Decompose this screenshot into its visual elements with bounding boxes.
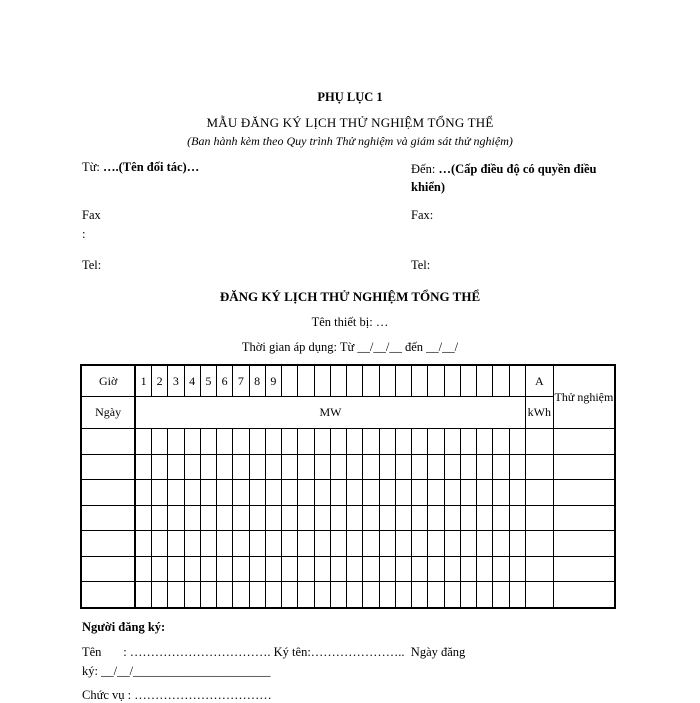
empty-cell: [282, 454, 298, 480]
empty-cell: [314, 531, 330, 557]
empty-cell: [428, 582, 444, 608]
hour-cell: 2: [152, 365, 168, 397]
empty-cell: [509, 505, 525, 531]
form-subtitle: (Ban hành kèm theo Quy trình Thử nghiệm và giám sát thử nghiệm): [187, 134, 513, 148]
hour-cell: [347, 365, 363, 397]
hour-cell: [330, 365, 346, 397]
empty-cell: [395, 582, 411, 608]
empty-cell: [152, 454, 168, 480]
empty-cell: [379, 480, 395, 506]
empty-cell: [363, 454, 379, 480]
empty-cell: [363, 556, 379, 582]
empty-cell: [509, 556, 525, 582]
empty-cell: [347, 480, 363, 506]
hour-cell: [298, 365, 314, 397]
empty-cell: [347, 505, 363, 531]
empty-cell: [200, 531, 216, 557]
empty-cell: [428, 531, 444, 557]
empty-cell: [553, 454, 615, 480]
sender-fax-label: Fax: [82, 208, 101, 222]
empty-cell: [265, 454, 281, 480]
empty-cell: [412, 582, 428, 608]
empty-cell: [249, 531, 265, 557]
empty-cell: [493, 454, 509, 480]
empty-cell: [493, 429, 509, 455]
empty-cell: [200, 480, 216, 506]
hour-cell: [509, 365, 525, 397]
kwh-header-cell: kWh: [525, 397, 553, 429]
empty-cell: [330, 531, 346, 557]
empty-cell: [460, 531, 476, 557]
empty-cell: [135, 531, 151, 557]
empty-cell: [233, 582, 249, 608]
empty-cell: [282, 429, 298, 455]
receiver-tel-label: Tel:: [411, 258, 431, 272]
empty-cell: [460, 556, 476, 582]
empty-cell: [379, 556, 395, 582]
empty-cell: [314, 556, 330, 582]
empty-cell: [428, 480, 444, 506]
hour-cell: 9: [265, 365, 281, 397]
empty-cell: [152, 531, 168, 557]
empty-cell: [460, 454, 476, 480]
empty-cell: [330, 582, 346, 608]
empty-cell: [200, 556, 216, 582]
empty-cell: [265, 480, 281, 506]
empty-cell: [379, 454, 395, 480]
empty-cell: [395, 531, 411, 557]
empty-cell: [363, 429, 379, 455]
empty-cell: [347, 582, 363, 608]
empty-cell: [184, 505, 200, 531]
empty-cell: [184, 429, 200, 455]
empty-cell: [477, 556, 493, 582]
empty-cell: [444, 582, 460, 608]
empty-cell: [477, 480, 493, 506]
empty-cell: [553, 429, 615, 455]
empty-cell: [330, 429, 346, 455]
sender-fax-colon: :: [82, 227, 86, 241]
empty-cell: [282, 531, 298, 557]
empty-cell: [135, 582, 151, 608]
empty-cell: [168, 556, 184, 582]
empty-cell: [412, 480, 428, 506]
empty-cell: [298, 480, 314, 506]
empty-cell: [184, 480, 200, 506]
to-line: [411, 160, 611, 196]
empty-cell: [282, 505, 298, 531]
empty-cell: [135, 454, 151, 480]
schedule-table: [80, 364, 616, 609]
empty-cell: [282, 582, 298, 608]
empty-cell: [265, 505, 281, 531]
to-label: Đến:: [411, 162, 436, 176]
empty-cell: [168, 480, 184, 506]
empty-cell: [347, 429, 363, 455]
empty-cell: [168, 531, 184, 557]
empty-cell: [428, 429, 444, 455]
empty-cell: [81, 531, 135, 557]
empty-cell: [265, 582, 281, 608]
hour-cell: 1: [135, 365, 151, 397]
empty-cell: [152, 505, 168, 531]
empty-cell: [184, 454, 200, 480]
empty-cell: [444, 454, 460, 480]
empty-cell: [460, 582, 476, 608]
table-row: [81, 582, 615, 608]
empty-cell: [553, 505, 615, 531]
appendix-title: PHỤ LỤC 1: [317, 90, 383, 104]
empty-cell: [363, 480, 379, 506]
empty-cell: [379, 531, 395, 557]
hour-cell: [412, 365, 428, 397]
empty-cell: [444, 480, 460, 506]
empty-cell: [249, 454, 265, 480]
empty-cell: [379, 582, 395, 608]
empty-cell: [81, 556, 135, 582]
empty-cell: [314, 454, 330, 480]
empty-cell: [200, 429, 216, 455]
empty-cell: [412, 505, 428, 531]
empty-cell: [493, 582, 509, 608]
empty-cell: [493, 556, 509, 582]
empty-cell: [314, 582, 330, 608]
hour-cell: 5: [200, 365, 216, 397]
empty-cell: [217, 480, 233, 506]
hour-cell: 6: [217, 365, 233, 397]
hour-cell: 8: [249, 365, 265, 397]
empty-cell: [477, 454, 493, 480]
empty-cell: [81, 454, 135, 480]
empty-cell: [217, 556, 233, 582]
empty-cell: [460, 429, 476, 455]
empty-cell: [298, 556, 314, 582]
empty-cell: [282, 480, 298, 506]
empty-cell: [135, 480, 151, 506]
hour-cell: [363, 365, 379, 397]
empty-cell: [314, 505, 330, 531]
test-header-cell: Thử nghiệm: [553, 365, 615, 429]
empty-cell: [412, 429, 428, 455]
empty-cell: [525, 480, 553, 506]
empty-cell: [265, 531, 281, 557]
sender-tel-label: Tel:: [82, 258, 102, 272]
empty-cell: [135, 556, 151, 582]
hour-cell: [282, 365, 298, 397]
table-row: [81, 556, 615, 582]
empty-cell: [233, 480, 249, 506]
empty-cell: [460, 480, 476, 506]
hour-cell: [395, 365, 411, 397]
from-label: Từ:: [82, 160, 100, 174]
empty-cell: [525, 454, 553, 480]
registrant-name-line: Tên : ……………………………. Ký tên:………………….. Ngày đăng: [82, 645, 466, 659]
schedule-title: ĐĂNG KÝ LỊCH THỬ NGHIỆM TỔNG THỂ: [219, 289, 481, 304]
hour-cell: 7: [233, 365, 249, 397]
empty-cell: [330, 505, 346, 531]
empty-cell: [477, 531, 493, 557]
registrant-position-line: Chức vụ : ……………………………: [82, 688, 272, 702]
empty-cell: [200, 454, 216, 480]
empty-cell: [395, 429, 411, 455]
empty-cell: [444, 556, 460, 582]
empty-cell: [314, 429, 330, 455]
empty-cell: [444, 531, 460, 557]
empty-cell: [477, 582, 493, 608]
empty-cell: [428, 505, 444, 531]
empty-cell: [525, 505, 553, 531]
empty-cell: [184, 531, 200, 557]
empty-cell: [233, 556, 249, 582]
empty-cell: [152, 582, 168, 608]
empty-cell: [525, 531, 553, 557]
empty-cell: [217, 429, 233, 455]
hour-cell: [314, 365, 330, 397]
hour-cell: [477, 365, 493, 397]
empty-cell: [444, 505, 460, 531]
empty-cell: [493, 531, 509, 557]
empty-cell: [553, 531, 615, 557]
empty-cell: [525, 556, 553, 582]
empty-cell: [509, 454, 525, 480]
empty-cell: [525, 582, 553, 608]
empty-cell: [168, 429, 184, 455]
empty-cell: [460, 505, 476, 531]
empty-cell: [135, 505, 151, 531]
empty-cell: [282, 556, 298, 582]
table-row: [81, 505, 615, 531]
empty-cell: [379, 429, 395, 455]
empty-cell: [233, 429, 249, 455]
empty-cell: [553, 582, 615, 608]
empty-cell: [493, 505, 509, 531]
empty-cell: [233, 454, 249, 480]
empty-cell: [314, 480, 330, 506]
empty-cell: [347, 531, 363, 557]
empty-cell: [200, 582, 216, 608]
empty-cell: [395, 480, 411, 506]
registration-date-line: ký: __/__/______________________: [82, 664, 271, 678]
empty-cell: [395, 505, 411, 531]
empty-cell: [217, 505, 233, 531]
empty-cell: [509, 480, 525, 506]
empty-cell: [395, 454, 411, 480]
empty-cell: [249, 429, 265, 455]
table-row: [81, 454, 615, 480]
empty-cell: [233, 505, 249, 531]
hour-header-cell: Giờ: [81, 365, 135, 397]
empty-cell: [184, 582, 200, 608]
empty-cell: [249, 582, 265, 608]
empty-cell: [81, 480, 135, 506]
hour-cell: [428, 365, 444, 397]
empty-cell: [184, 556, 200, 582]
empty-cell: [395, 556, 411, 582]
empty-cell: [249, 556, 265, 582]
hour-cell: [493, 365, 509, 397]
empty-cell: [168, 505, 184, 531]
empty-cell: [298, 429, 314, 455]
from-line: [82, 160, 199, 175]
day-header-cell: Ngày: [81, 397, 135, 429]
a-header-cell: A: [525, 365, 553, 397]
empty-cell: [265, 556, 281, 582]
empty-cell: [347, 556, 363, 582]
empty-cell: [168, 454, 184, 480]
empty-cell: [135, 429, 151, 455]
applicable-period-line: Thời gian áp dụng: Từ __/__/__ đến __/__/: [241, 340, 459, 354]
empty-cell: [330, 454, 346, 480]
table-row: [81, 480, 615, 506]
hour-cell: 3: [168, 365, 184, 397]
empty-cell: [428, 454, 444, 480]
empty-cell: [298, 531, 314, 557]
table-row: [81, 531, 615, 557]
empty-cell: [347, 454, 363, 480]
empty-cell: [298, 582, 314, 608]
empty-cell: [525, 429, 553, 455]
empty-cell: [363, 582, 379, 608]
empty-cell: [200, 505, 216, 531]
empty-cell: [493, 480, 509, 506]
empty-cell: [412, 556, 428, 582]
empty-cell: [509, 582, 525, 608]
empty-cell: [298, 505, 314, 531]
empty-cell: [152, 429, 168, 455]
empty-cell: [509, 429, 525, 455]
empty-cell: [477, 429, 493, 455]
empty-cell: [444, 429, 460, 455]
empty-cell: [428, 556, 444, 582]
device-name-line: Tên thiết bị: …: [311, 315, 389, 329]
empty-cell: [412, 531, 428, 557]
empty-cell: [249, 505, 265, 531]
hour-cell: [379, 365, 395, 397]
empty-cell: [217, 531, 233, 557]
form-title: MẪU ĐĂNG KÝ LỊCH THỬ NGHIỆM TỔNG THỂ: [206, 115, 494, 130]
empty-cell: [81, 429, 135, 455]
empty-cell: [330, 480, 346, 506]
empty-cell: [298, 454, 314, 480]
empty-cell: [509, 531, 525, 557]
empty-cell: [217, 454, 233, 480]
empty-cell: [363, 505, 379, 531]
empty-cell: [363, 531, 379, 557]
empty-cell: [330, 556, 346, 582]
empty-cell: [379, 505, 395, 531]
empty-cell: [217, 582, 233, 608]
empty-cell: [152, 480, 168, 506]
empty-cell: [553, 480, 615, 506]
empty-cell: [168, 582, 184, 608]
hour-cell: [444, 365, 460, 397]
hour-cell: [460, 365, 476, 397]
hour-cell: 4: [184, 365, 200, 397]
empty-cell: [249, 480, 265, 506]
empty-cell: [553, 556, 615, 582]
empty-cell: [152, 556, 168, 582]
receiver-fax-label: Fax:: [411, 208, 434, 222]
registrant-label: Người đăng ký:: [82, 620, 166, 634]
to-value: …(Cấp điều độ có quyền điều khiển): [411, 162, 597, 194]
empty-cell: [477, 505, 493, 531]
from-value: ….(Tên đối tác)…: [103, 160, 200, 174]
empty-cell: [412, 454, 428, 480]
empty-cell: [81, 582, 135, 608]
empty-cell: [265, 429, 281, 455]
empty-cell: [81, 505, 135, 531]
empty-cell: [233, 531, 249, 557]
mw-header-cell: MW: [135, 397, 525, 429]
table-row: [81, 429, 615, 455]
